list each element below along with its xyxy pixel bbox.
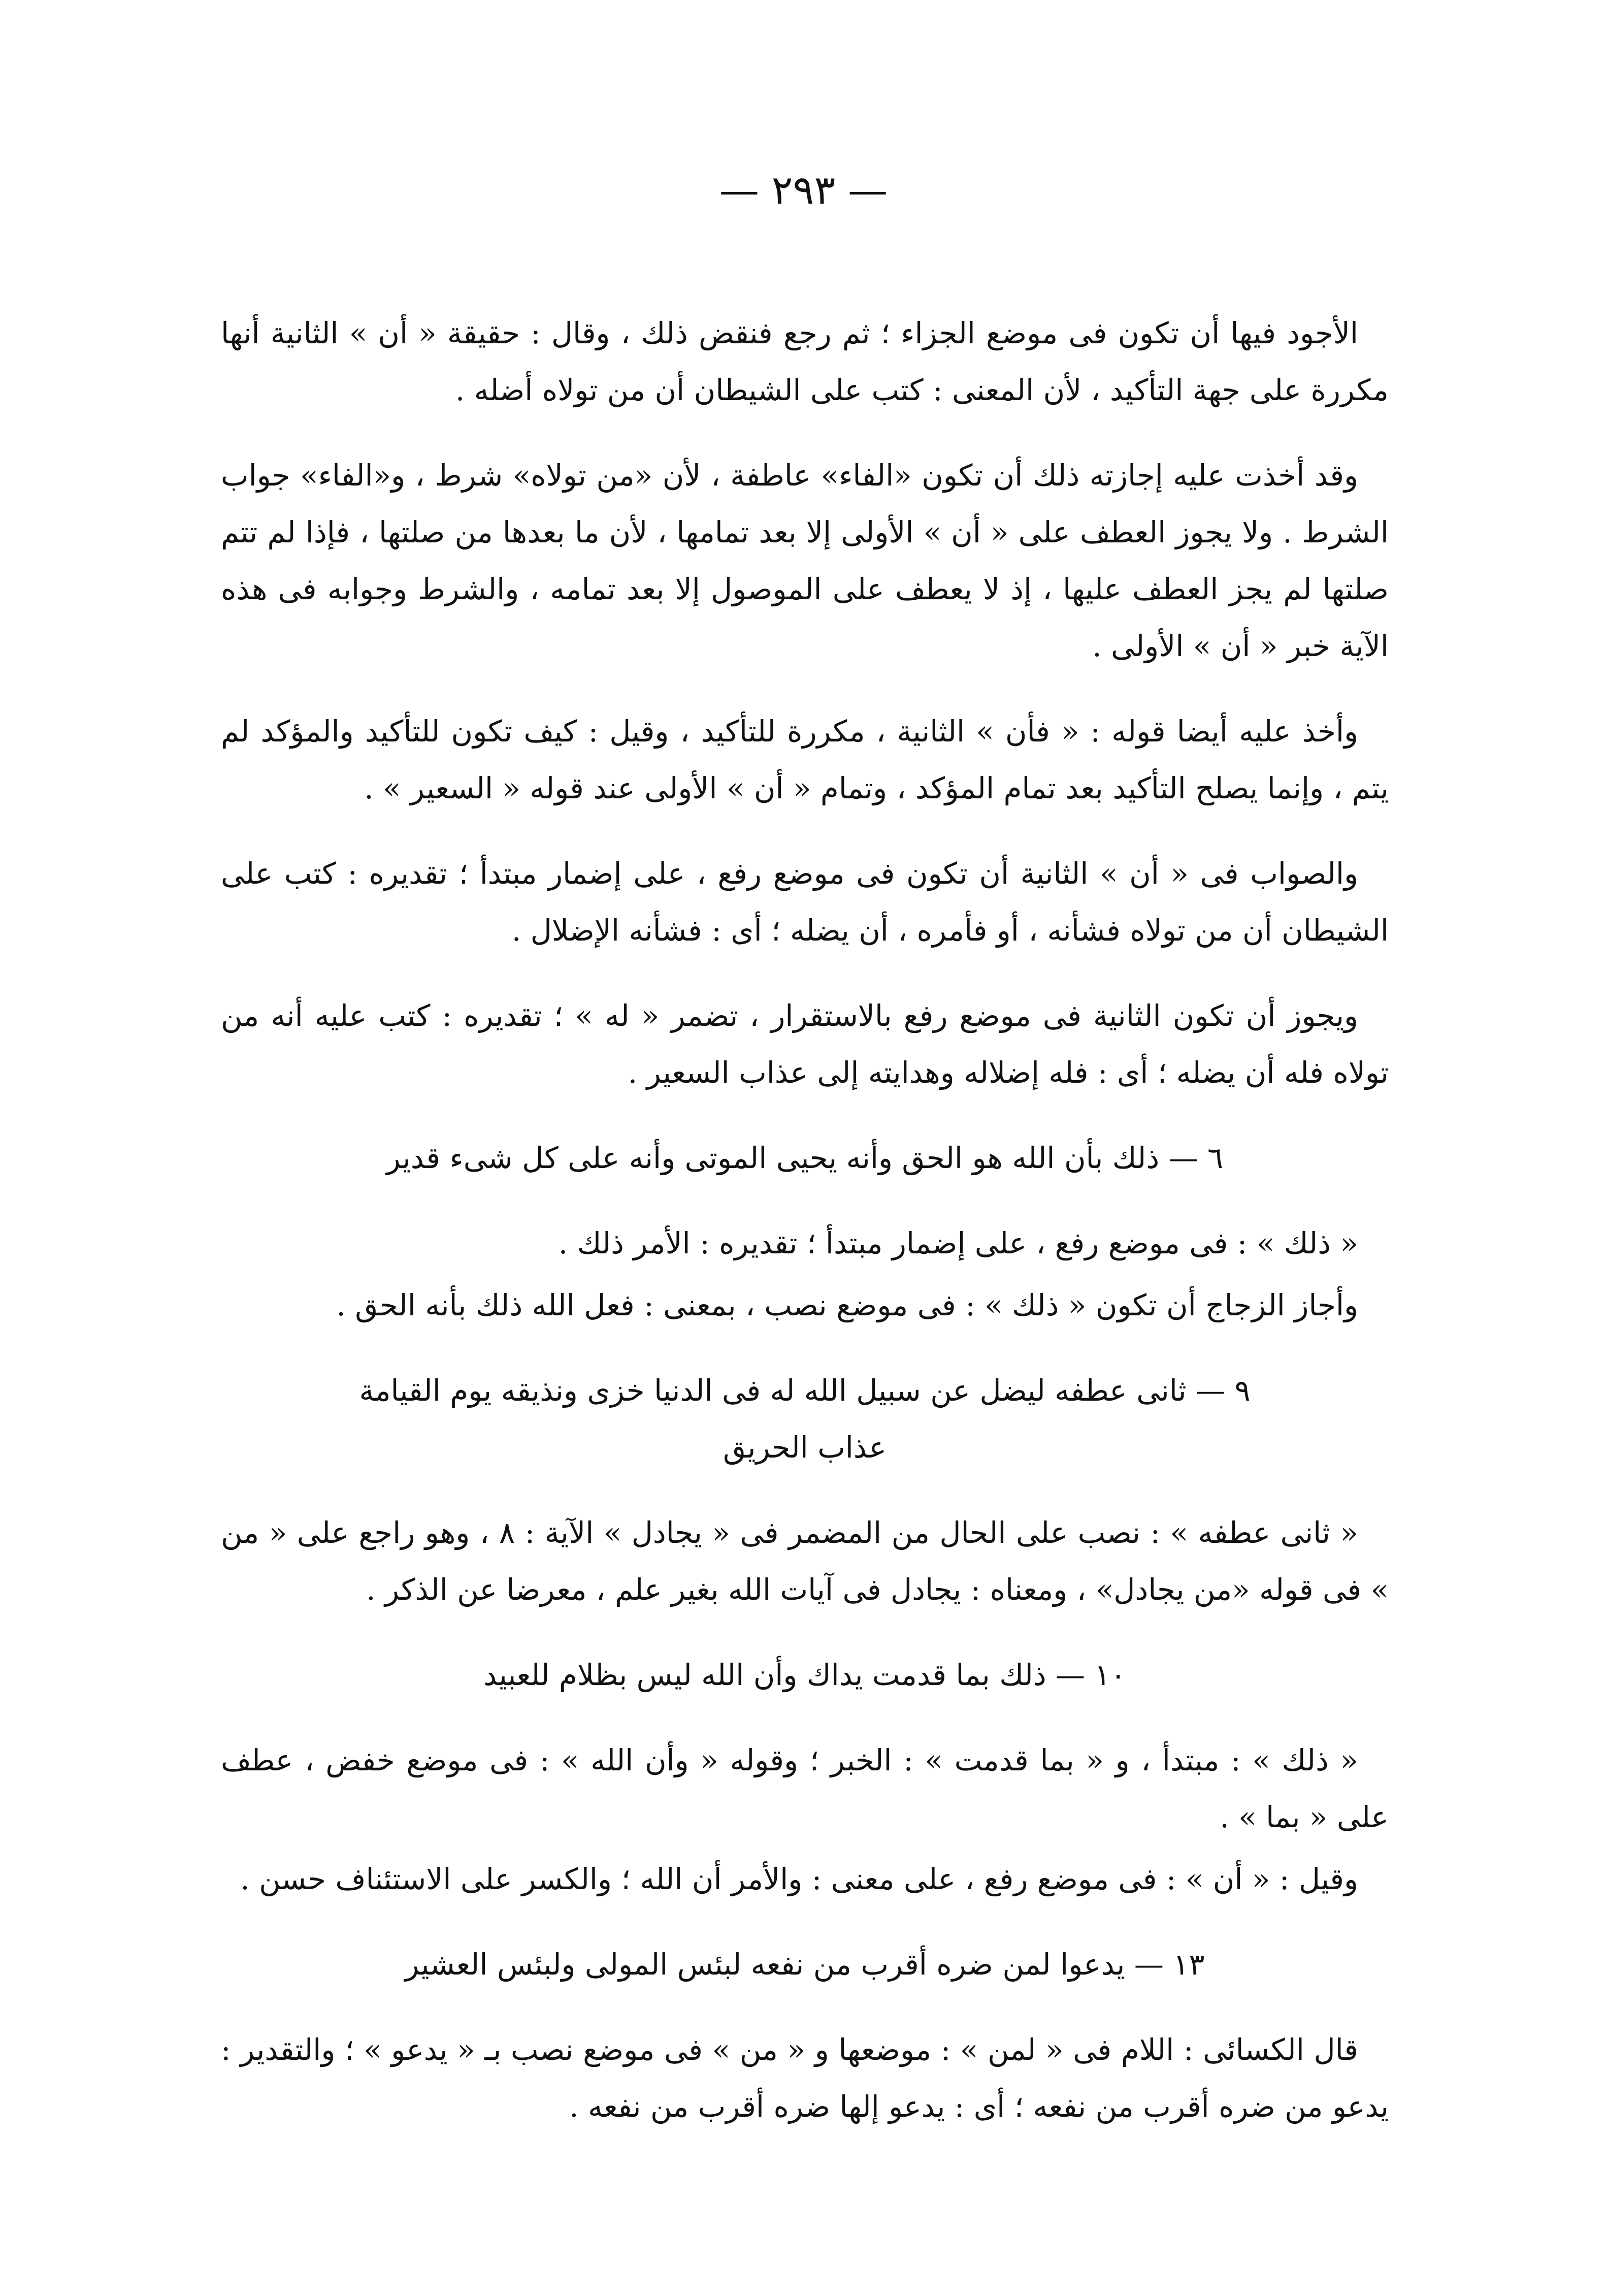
- quran-verse: ١٣ — يدعوا لمن ضره أقرب من نفعه لبئس المولى ولبئس العشير: [405, 1947, 1205, 1982]
- quran-verse: ٦ — ذلك بأن الله هو الحق وأنه يحيى الموتى وأنه على كل شىء قدير: [386, 1141, 1224, 1175]
- paragraph: ويجوز أن تكون الثانية فى موضع رفع بالاستقرار ، تضمر « له » ؛ تقديره : كتب عليه أنه من تولاه فله أن يضله ؛ أى : فله إضلاله وهدايته إلى عذاب السعير .: [221, 998, 1389, 1090]
- paragraph: « ذلك » : فى موضع رفع ، على إضمار مبتدأ ؛ تقديره : الأمر ذلك .: [558, 1226, 1358, 1260]
- paragraph: « ثانى عطفه » : نصب على الحال من المضمر فى « يجادل » الآية : ٨ ، وهو راجع على « من » فى قوله «من يجادل» ، ومعناه : يجادل فى آيات الله بغير علم ، معرضا عن الذكر .: [221, 1515, 1389, 1607]
- paragraph: والصواب فى « أن » الثانية أن تكون فى موضع رفع ، على إضمار مبتدأ ؛ تقديره : كتب على الشيطان أن من تولاه فشأنه ، أو فأمره ، أن يضله ؛ أى : فشأنه الإضلال .: [221, 856, 1389, 948]
- paragraph: « ذلك » : مبتدأ ، و « بما قدمت » : الخبر ؛ وقوله « وأن الله » : فى موضع خفض ، عطف على « بما » .: [221, 1743, 1389, 1834]
- paragraph: وأخذ عليه أيضا قوله : « فأن » الثانية ، مكررة للتأكيد ، وقيل : كيف تكون للتأكيد والمؤكد لم يتم ، وإنما يصلح التأكيد بعد تمام المؤكد ، وتمام « أن » الأولى عند قوله « السعير » .: [221, 714, 1389, 805]
- paragraph: وقد أخذت عليه إجازته ذلك أن تكون «الفاء» عاطفة ، لأن «من تولاه» شرط ، و«الفاء» جواب الشرط . ولا يجوز العطف على « أن » الأولى إلا بعد تمامها ، لأن ما بعدها من صلتها ، فإذا لم تتم صلتها لم يجز العطف عليها ، إذ لا يعطف على الموصول إلا بعد تمامه ، والشرط وجوابه فى هذه الآية خبر « أن » الأولى .: [221, 458, 1389, 663]
- quran-verse: ٩ — ثانى عطفه ليضل عن سبيل الله له فى الدنيا خزى ونذيقه يوم القيامة عذاب الحريق: [359, 1373, 1251, 1465]
- page-body: [221, 305, 1389, 2163]
- paragraph: وأجاز الزجاج أن تكون « ذلك » : فى موضع نصب ، بمعنى : فعل الله ذلك بأنه الحق .: [336, 1288, 1358, 1322]
- paragraph: قال الكسائى : اللام فى « لمن » : موضعها و « من » فى موضع نصب بـ « يدعو » ؛ والتقدير : يدعو من ضره أقرب من نفعه ؛ أى : يدعو إلها ضره أقرب من نفعه .: [221, 2032, 1389, 2124]
- paragraph: وقيل : « أن » : فى موضع رفع ، على معنى : والأمر أن الله ؛ والكسر على الاستئناف حسن .: [240, 1862, 1358, 1896]
- paragraph: الأجود فيها أن تكون فى موضع الجزاء ؛ ثم رجع فنقض ذلك ، وقال : حقيقة « أن » الثانية أنها مكررة على جهة التأكيد ، لأن المعنى : كتب على الشيطان أن من تولاه أضله .: [221, 316, 1389, 407]
- page-number: — ٢٩٣ —: [719, 168, 888, 213]
- quran-verse: ١٠ — ذلك بما قدمت يداك وأن الله ليس بظلام للعبيد: [483, 1658, 1126, 1692]
